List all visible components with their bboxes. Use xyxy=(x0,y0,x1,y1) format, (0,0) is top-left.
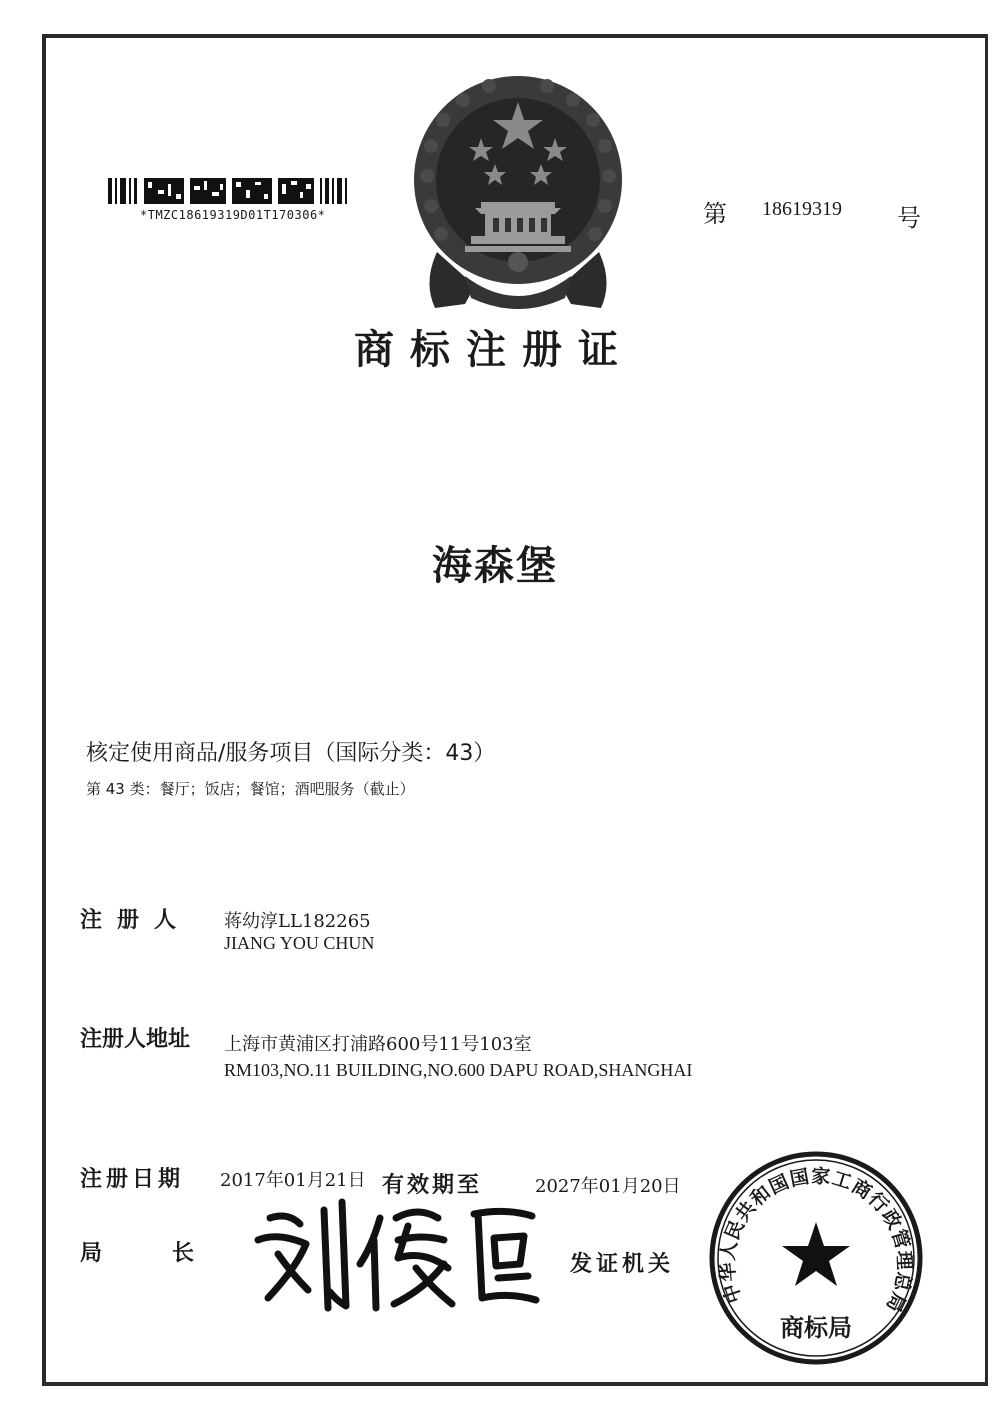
director-label: 局长 xyxy=(80,1241,265,1266)
issuing-authority-label: 发证机关 xyxy=(570,1252,675,1277)
seal-ring-text: 中华人民共和国国家工商行政管理总局 xyxy=(716,1165,916,1317)
trademark-name: 海森堡 xyxy=(432,543,558,589)
registration-date-label: 注册日期 xyxy=(80,1167,185,1192)
seal-center-text: 商标局 xyxy=(780,1314,852,1342)
valid-until-label: 有效期至 xyxy=(382,1173,483,1198)
director-signature xyxy=(248,1188,548,1318)
address-cn: 上海市黄浦区打浦路600号11号103室 xyxy=(224,1034,532,1055)
registrant-label: 注册人 xyxy=(80,908,192,933)
address-en: RM103,NO.11 BUILDING,NO.600 DAPU ROAD,SHANGHAI xyxy=(224,1060,693,1080)
certificate-number-prefix: 第 xyxy=(703,200,727,228)
national-emblem-icon xyxy=(405,76,631,316)
goods-services-items: 第 43 类：餐厅；饭店；餐馆；酒吧服务（截止） xyxy=(86,780,415,798)
certificate-number-suffix: 号 xyxy=(897,204,921,232)
barcode xyxy=(108,176,348,206)
barcode-text: *TMZC18619319D01T170306* xyxy=(140,208,326,222)
registration-date: 2017年01月21日 xyxy=(220,1170,366,1191)
certificate-number: 18619319 xyxy=(762,198,842,220)
official-seal-icon xyxy=(708,1150,924,1366)
goods-services-heading: 核定使用商品/服务项目（国际分类：43） xyxy=(86,741,496,766)
document-title: 商标注册证 xyxy=(354,326,634,373)
address-label: 注册人地址 xyxy=(80,1027,191,1052)
registrant-name-en: JIANG YOU CHUN xyxy=(224,933,375,953)
valid-until-date: 2027年01月20日 xyxy=(535,1176,681,1197)
registrant-name-cn: 蒋幼淳LL182265 xyxy=(224,911,371,932)
